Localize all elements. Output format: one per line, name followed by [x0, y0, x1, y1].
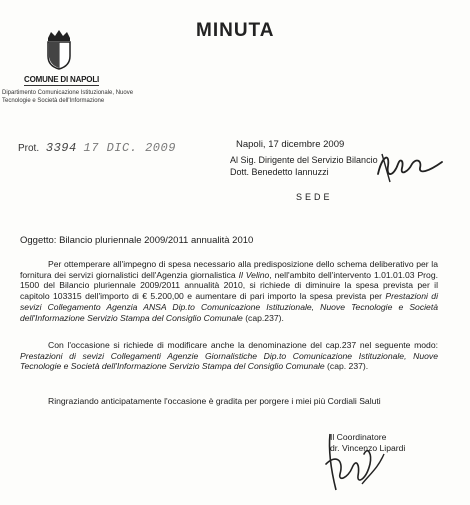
protocol-number: 3394 [45, 141, 77, 155]
paragraph-closing: Ringraziando anticipatamente l'occasione è gradita per porgere i miei più Cordiali Saluti [48, 396, 381, 406]
paragraph-text: (cap. 237). [324, 361, 369, 372]
recipient-name: Dott. Benedetto Iannuzzi [230, 167, 329, 177]
napoli-crest-icon [42, 28, 76, 70]
new-chapter-name: Prestazioni di sevizi Collegamenti Agenzie Giornalistiche Dip.to Comunicazione Istituzionale, Nuove Tecnologie e Società dell'Informazione Servizio Stampa del Consiglio Comunale [20, 350, 438, 372]
paragraph-text: Per ottemperare all'impegno di spesa necessario alla predisposizione dello schema deliberativo per la fornitura dei servizi giornalistici dell'Agenzia giornalistica [20, 259, 438, 280]
entity-name: COMUNE DI NAPOLI [24, 75, 100, 84]
paragraph-rename [20, 340, 438, 372]
recipient-line: Al Sig. Dirigente del Servizio Bilancio [230, 155, 378, 165]
recipient-block [230, 154, 378, 178]
handwritten-signature-icon [372, 146, 446, 186]
department-name: Dipartimento Comunicazione Istituzionale, Nuove Tecnologie e Società dell'Informazione [2, 90, 134, 104]
agency-name: Il Velino [238, 269, 270, 280]
coordinator-name: dr. Vincenzo Lipardi [330, 443, 406, 453]
document-title: MINUTA [196, 20, 275, 41]
signature-block [330, 432, 405, 454]
paragraph-text: (cap.237). [242, 312, 284, 323]
coordinator-role: Il Coordinatore [330, 432, 387, 442]
protocol-stamp-date: 17 DIC. 2009 [83, 141, 176, 155]
protocol-label: Prot. [18, 143, 40, 154]
paragraph-request [20, 259, 438, 323]
subject-text: Bilancio pluriennale 2009/2011 annualità 2010 [59, 235, 254, 246]
subject-line [20, 235, 253, 246]
subject-label: Oggetto: [20, 235, 57, 246]
protocol-line [18, 141, 176, 155]
place-date: Napoli, 17 dicembre 2009 [236, 139, 345, 150]
paragraph-text: Con l'occasione si richiede di modificare anche la denominazione del cap.237 nel seguente modo: [48, 340, 438, 350]
sede-label: SEDE [296, 192, 333, 202]
chapter-description: Prestazioni di sevizi Collegamento Agenzia ANSA Dip.to Comunicazione Istituzionale, Nuove Tecnologie e Società dell'Informazione Servizio Stampa del Consiglio Comunale [20, 291, 438, 323]
paragraph-text: , nell'ambito dell'intervento 1.01.01.03 Prog. 1500 del Bilancio pluriennale 2009/2011 annualità 2010, si richiede di diminuire la spesa prevista per il capitolo 103315 dell'importo di € 5.200,00 e aumentare di pari importo la spesa prevista per [20, 269, 438, 302]
